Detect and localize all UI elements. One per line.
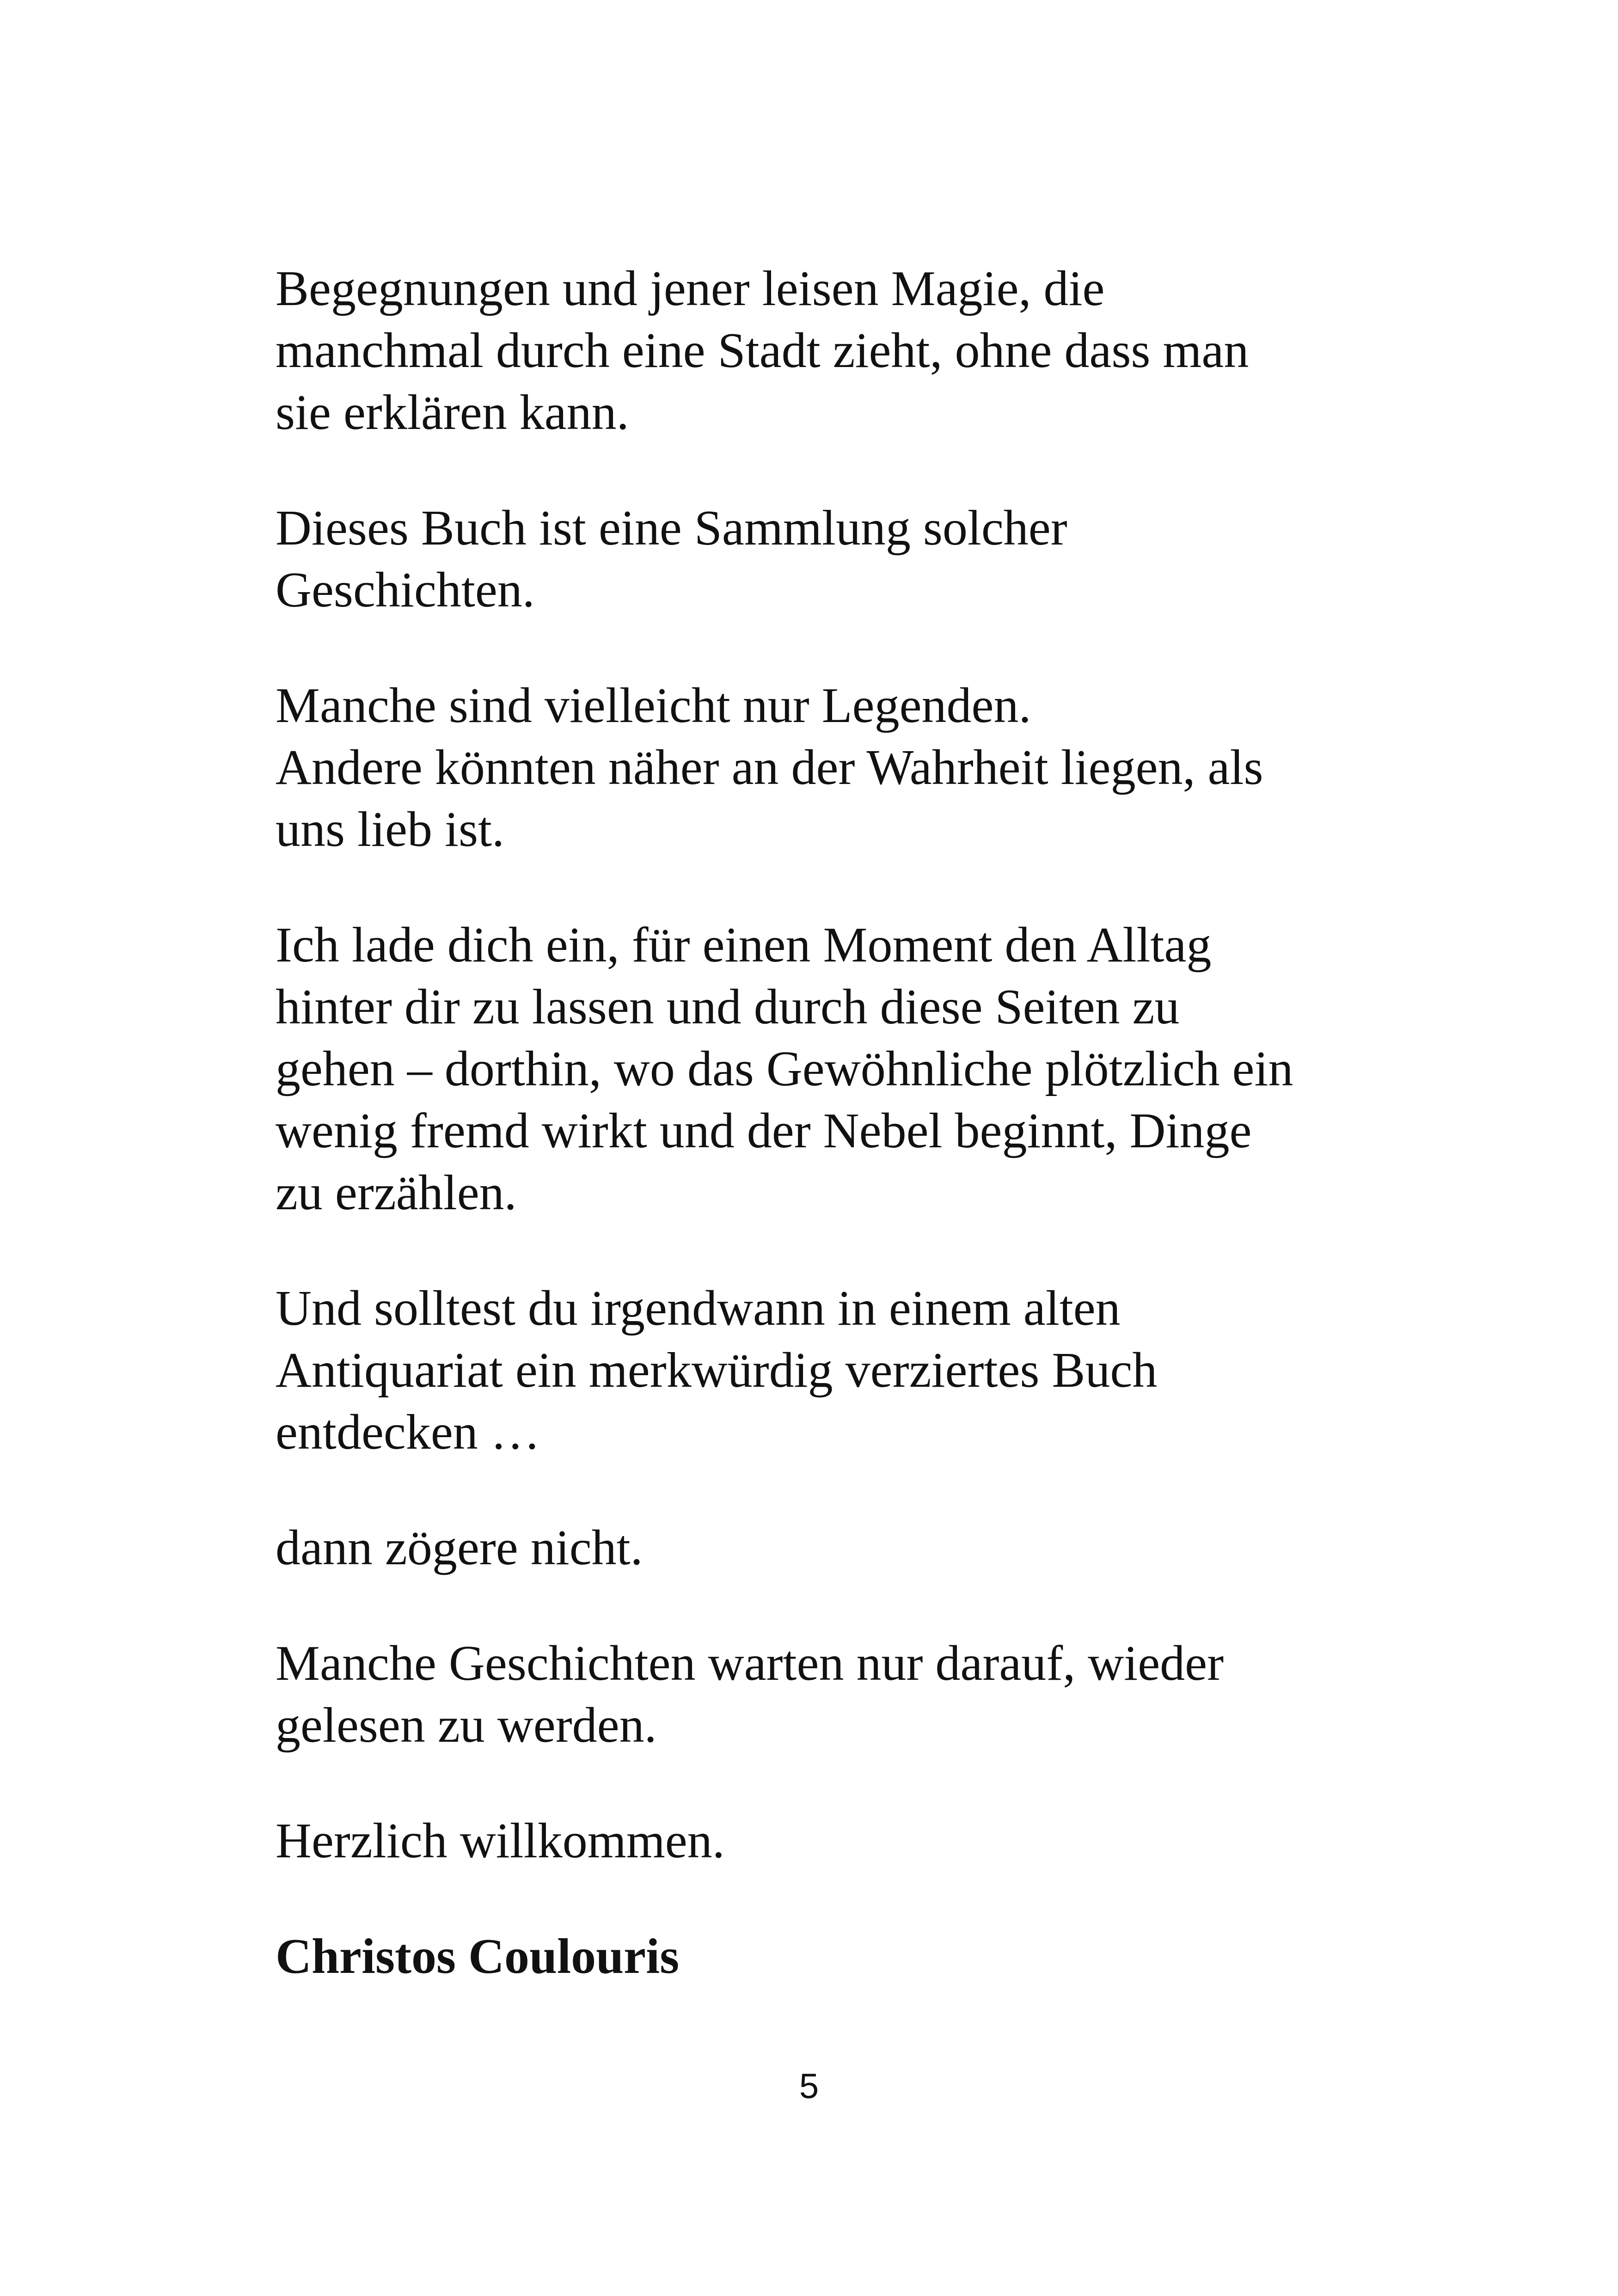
text-line: zu erzählen. (276, 1165, 517, 1220)
paragraph (276, 1517, 1385, 1579)
text-line: Dieses Buch ist eine Sammlung solcher (276, 501, 1067, 556)
text-line: sie erklären kann. (276, 385, 629, 440)
text-line: uns lieb ist. (276, 802, 505, 857)
text-line: Andere könnten näher an der Wahrheit liegen, als (276, 740, 1263, 795)
text-line: Geschichten. (276, 563, 535, 618)
text-line: manchmal durch eine Stadt zieht, ohne dass man (276, 323, 1249, 378)
text-line: hinter dir zu lassen und durch diese Seiten zu (276, 980, 1180, 1035)
text-line: Und solltest du irgendwann in einem alten (276, 1281, 1121, 1336)
paragraph (276, 914, 1385, 1224)
text-line: wenig fremd wirkt und der Nebel beginnt, Dinge (276, 1103, 1252, 1158)
paragraph (276, 1278, 1385, 1463)
text-line: dann zögere nicht. (276, 1520, 643, 1575)
text-line: Ich lade dich ein, für einen Moment den Alltag (276, 918, 1212, 973)
author-signature: Christos Coulouris (276, 1929, 680, 1984)
paragraph (276, 497, 1385, 621)
body-text (276, 258, 1385, 1988)
text-line: Begegnungen und jener leisen Magie, die (276, 261, 1105, 316)
page-number: 5 (799, 2067, 819, 2106)
text-line: Manche sind vielleicht nur Legenden. (276, 678, 1031, 733)
text-line: Herzlich willkommen. (276, 1813, 725, 1868)
text-line: Manche Geschichten warten nur darauf, wieder (276, 1636, 1224, 1691)
paragraph (276, 1633, 1385, 1757)
text-line: Antiquariat ein merkwürdig verziertes Buch (276, 1343, 1158, 1398)
paragraph (276, 675, 1385, 861)
paragraph (276, 258, 1385, 444)
paragraph (276, 1810, 1385, 1872)
text-line: gelesen zu werden. (276, 1698, 657, 1753)
text-line: gehen – dorthin, wo das Gewöhnliche plötzlich ein (276, 1041, 1293, 1096)
text-line: entdecken … (276, 1405, 540, 1460)
